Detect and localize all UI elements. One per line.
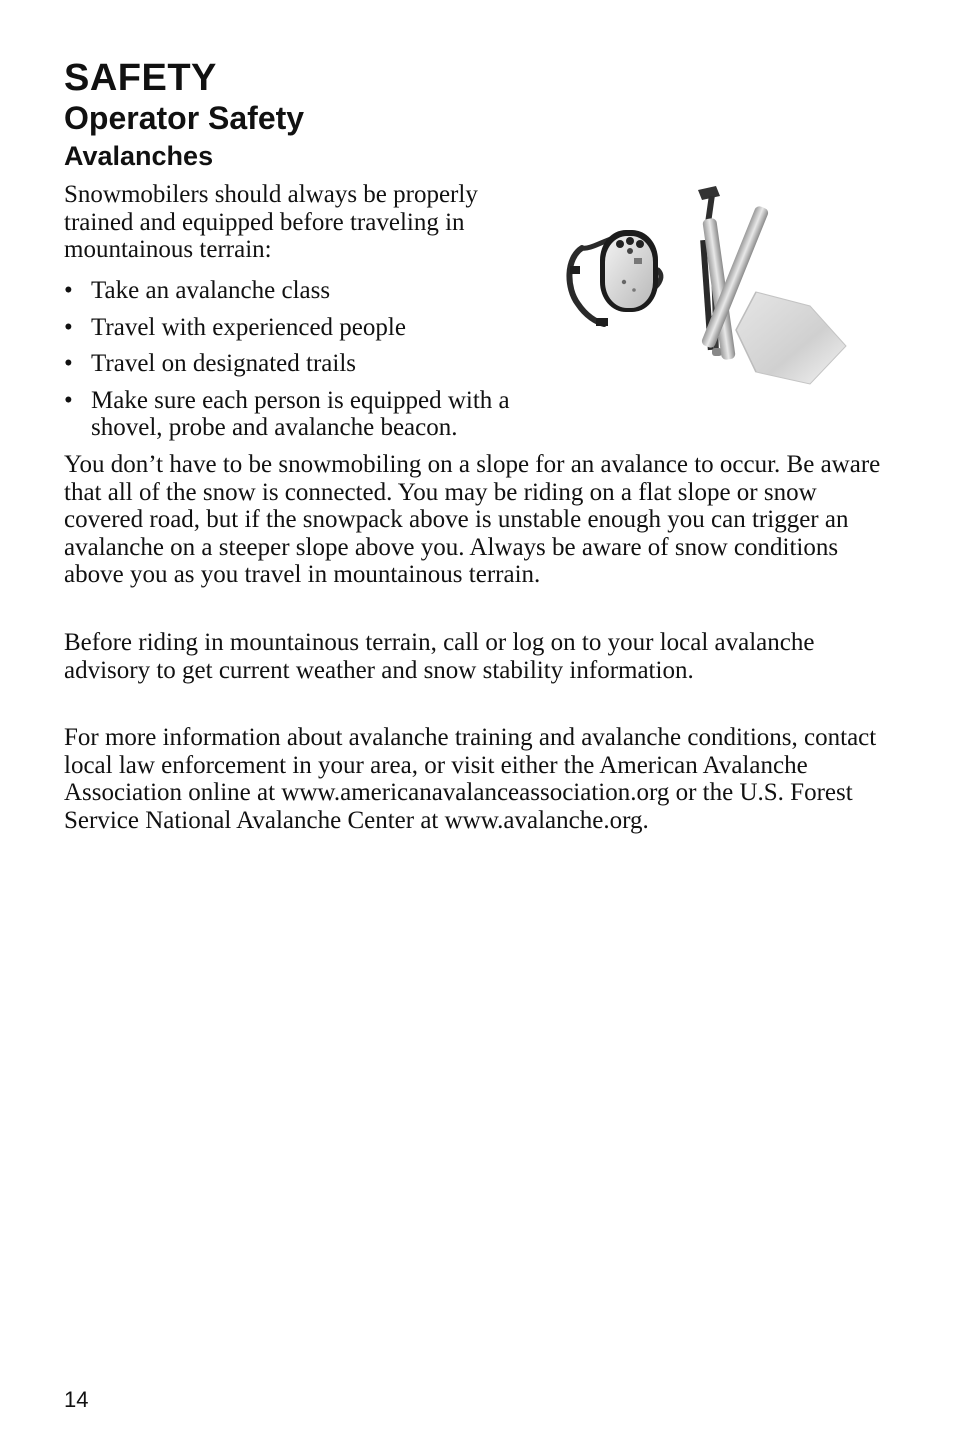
list-item [64, 387, 554, 442]
advisory-paragraph: Before riding in mountainous terrain, call or log on to your local avalanche advisory to get current weather and snow stability information. [64, 629, 815, 684]
topic-title: Avalanches [64, 141, 214, 171]
list-item [64, 314, 554, 342]
subsection-title: Operator Safety [64, 100, 305, 136]
bullet-icon: • [64, 313, 73, 341]
section-title: SAFETY [64, 57, 217, 99]
list-item-text: Travel on designated trails [91, 350, 357, 378]
equipment-list [64, 277, 554, 451]
more-info-paragraph: For more information about avalanche training and avalanche conditions, contact local law enforcement in your area, or visit either the American Avalanche Association online at www.americanavalanceassociation.org or the U.S. Forest Service National Avalanche Center at www.avalanche.org. [64, 724, 877, 834]
intro-paragraph: Snowmobilers should always be properly trained and equipped before traveling in mountainous terrain: [64, 181, 478, 264]
list-item-text: Take an avalanche class [91, 277, 331, 304]
page-number: 14 [64, 1387, 89, 1412]
list-item [64, 277, 554, 305]
bullet-icon: • [64, 350, 73, 378]
bullet-icon: • [64, 277, 73, 304]
avalanche-gear-illustration [560, 180, 860, 390]
slope-warning-paragraph: You don’t have to be snowmobiling on a slope for an avalance to occur. Be aware that all of the snow is connected. You may be riding on a flat slope or snow covered road, but if the snowpack above is unstable enough you can trigger an avalanche on a steeper slope above you. Always be aware of snow conditions above you as you travel in mountainous terrain. [64, 451, 881, 589]
bullet-icon: • [64, 386, 73, 414]
list-item-text: Make sure each person is equipped with a shovel, probe and avalanche beacon. [91, 386, 510, 442]
list-item [64, 350, 554, 378]
beacon-icon [569, 230, 660, 326]
list-item-text: Travel with experienced people [91, 313, 406, 341]
